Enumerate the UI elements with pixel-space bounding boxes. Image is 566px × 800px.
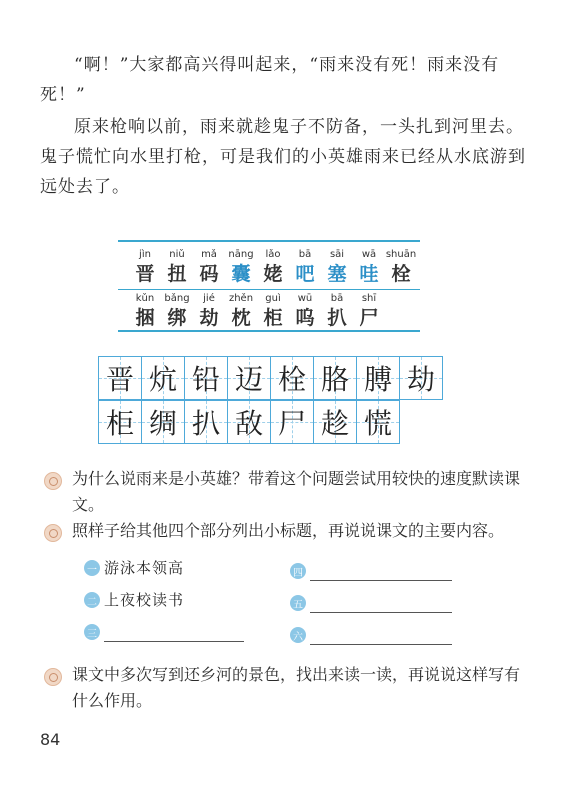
hanzi-label: 扒 [327,307,347,329]
pinyin-label: lǎo [265,249,281,260]
pinyin-label: sāi [329,249,345,260]
write-grid-row-1 [98,356,443,400]
row1-char-3 [194,248,224,286]
writing-cell [185,357,228,400]
hanzi-label: 囊 [231,263,251,285]
outline-blank-5[interactable] [310,612,452,613]
writing-char: 趁 [320,407,349,440]
outline-badge-3: 三 [84,624,100,640]
pinyin-label: shuān [385,249,417,260]
row2-char-1 [130,292,160,330]
recognize-row-1 [130,248,418,286]
writing-char: 铅 [191,363,220,396]
pinyin-label: bā [330,293,344,304]
pinyin-label: guì [265,293,281,304]
writing-cell [99,401,142,444]
pinyin-label: jìn [139,249,151,260]
outline-blank-4[interactable] [310,580,452,581]
question-3: 课文中多次写到还乡河的景色，找出来读一读，再说说这样写有什么作用。 [72,665,521,710]
writing-char: 膊 [363,363,392,396]
pinyin-label: bā [298,249,312,260]
row2-char-4 [226,292,256,330]
row1-char-2 [162,248,192,286]
hanzi-label: 捆 [135,307,155,329]
row2-char-2 [162,292,192,330]
writing-char: 炕 [148,363,177,396]
recognize-row-2 [130,292,386,330]
question-1-icon [44,472,62,490]
hanzi-label: 码 [199,263,219,285]
writing-cell [142,357,185,400]
hanzi-label: 姥 [263,263,283,285]
question-1: 为什么说雨来是小英雄？带着这个问题尝试用较快的速度默读课文。 [72,469,521,514]
writing-char: 迈 [234,363,263,396]
bottom-rule [118,330,420,332]
row1-char-5 [258,248,288,286]
row1-char-9 [386,248,416,286]
writing-char: 晋 [105,363,134,396]
row2-char-8 [354,292,384,330]
writing-cell [185,401,228,444]
outline-text-2: 上夜校读书 [104,591,185,609]
story-paragraph-2: 原来枪响以前，雨来就趁鬼子不防备，一头扎到河里去。鬼子慌忙向水里打枪，可是我们的小英雄雨来已经从水底游到远处去了。 [40,117,526,197]
pinyin-label: jié [203,293,215,304]
hanzi-label: 哇 [359,263,379,285]
writing-cell [271,401,314,444]
writing-char: 尸 [277,407,306,440]
writing-char: 劫 [406,363,435,396]
pinyin-label: niǔ [169,249,185,260]
question-3-icon [44,668,62,686]
writing-char: 柜 [105,407,134,440]
hanzi-label: 绑 [167,307,187,329]
hanzi-label: 枕 [231,307,251,329]
write-grid-row-2 [98,400,400,444]
writing-cell [314,357,357,400]
hanzi-label: 扭 [167,263,187,285]
outline-badge-5: 五 [290,595,306,611]
pinyin-label: wū [297,293,313,304]
hanzi-label: 劫 [199,307,219,329]
writing-char: 绸 [148,407,177,440]
hanzi-label: 吧 [295,263,315,285]
row1-char-8 [354,248,384,286]
hanzi-label: 尸 [359,307,379,329]
row1-char-7 [322,248,352,286]
writing-cell [228,401,271,444]
hanzi-label: 柜 [263,307,283,329]
pinyin-label: mǎ [201,249,217,260]
outline-badge-2: 二 [84,592,100,608]
writing-cell [271,357,314,400]
writing-cell [400,357,443,400]
writing-char: 胳 [320,363,349,396]
question-2-icon [44,524,62,542]
writing-cell [99,357,142,400]
hanzi-label: 塞 [327,263,347,285]
row2-char-5 [258,292,288,330]
outline-text-1: 游泳本领高 [104,559,185,577]
outline-blank-3[interactable] [104,641,244,642]
page-number: 84 [40,730,61,749]
middle-rule [118,289,420,290]
row2-char-6 [290,292,320,330]
outline-badge-6: 六 [290,627,306,643]
row1-char-6 [290,248,320,286]
writing-char: 栓 [277,363,306,396]
outline-badge-4: 四 [290,563,306,579]
hanzi-label: 栓 [391,263,411,285]
story-paragraph-1: “啊！”大家都高兴得叫起来，“雨来没有死！雨来没有死！” [40,55,500,105]
writing-cell [357,401,400,444]
row2-char-7 [322,292,352,330]
pinyin-label: zhěn [228,293,254,304]
row2-char-3 [194,292,224,330]
pinyin-label: shī [361,293,377,304]
pinyin-label: kǔn [135,293,155,304]
outline-badge-1: 一 [84,560,100,576]
writing-char: 扒 [191,407,220,440]
hanzi-label: 晋 [135,263,155,285]
outline-blank-6[interactable] [310,644,452,645]
pinyin-label: bǎng [164,293,190,304]
pinyin-label: wā [361,249,377,260]
question-2: 照样子给其他四个部分列出小标题，再说说课文的主要内容。 [72,521,505,540]
writing-char: 敌 [234,407,263,440]
row1-char-4 [226,248,256,286]
writing-char: 慌 [363,407,392,440]
pinyin-label: nāng [228,249,254,260]
writing-cell [142,401,185,444]
writing-cell [357,357,400,400]
hanzi-label: 呜 [295,307,315,329]
writing-cell [228,357,271,400]
writing-cell [314,401,357,444]
top-rule [118,240,420,242]
row1-char-1 [130,248,160,286]
